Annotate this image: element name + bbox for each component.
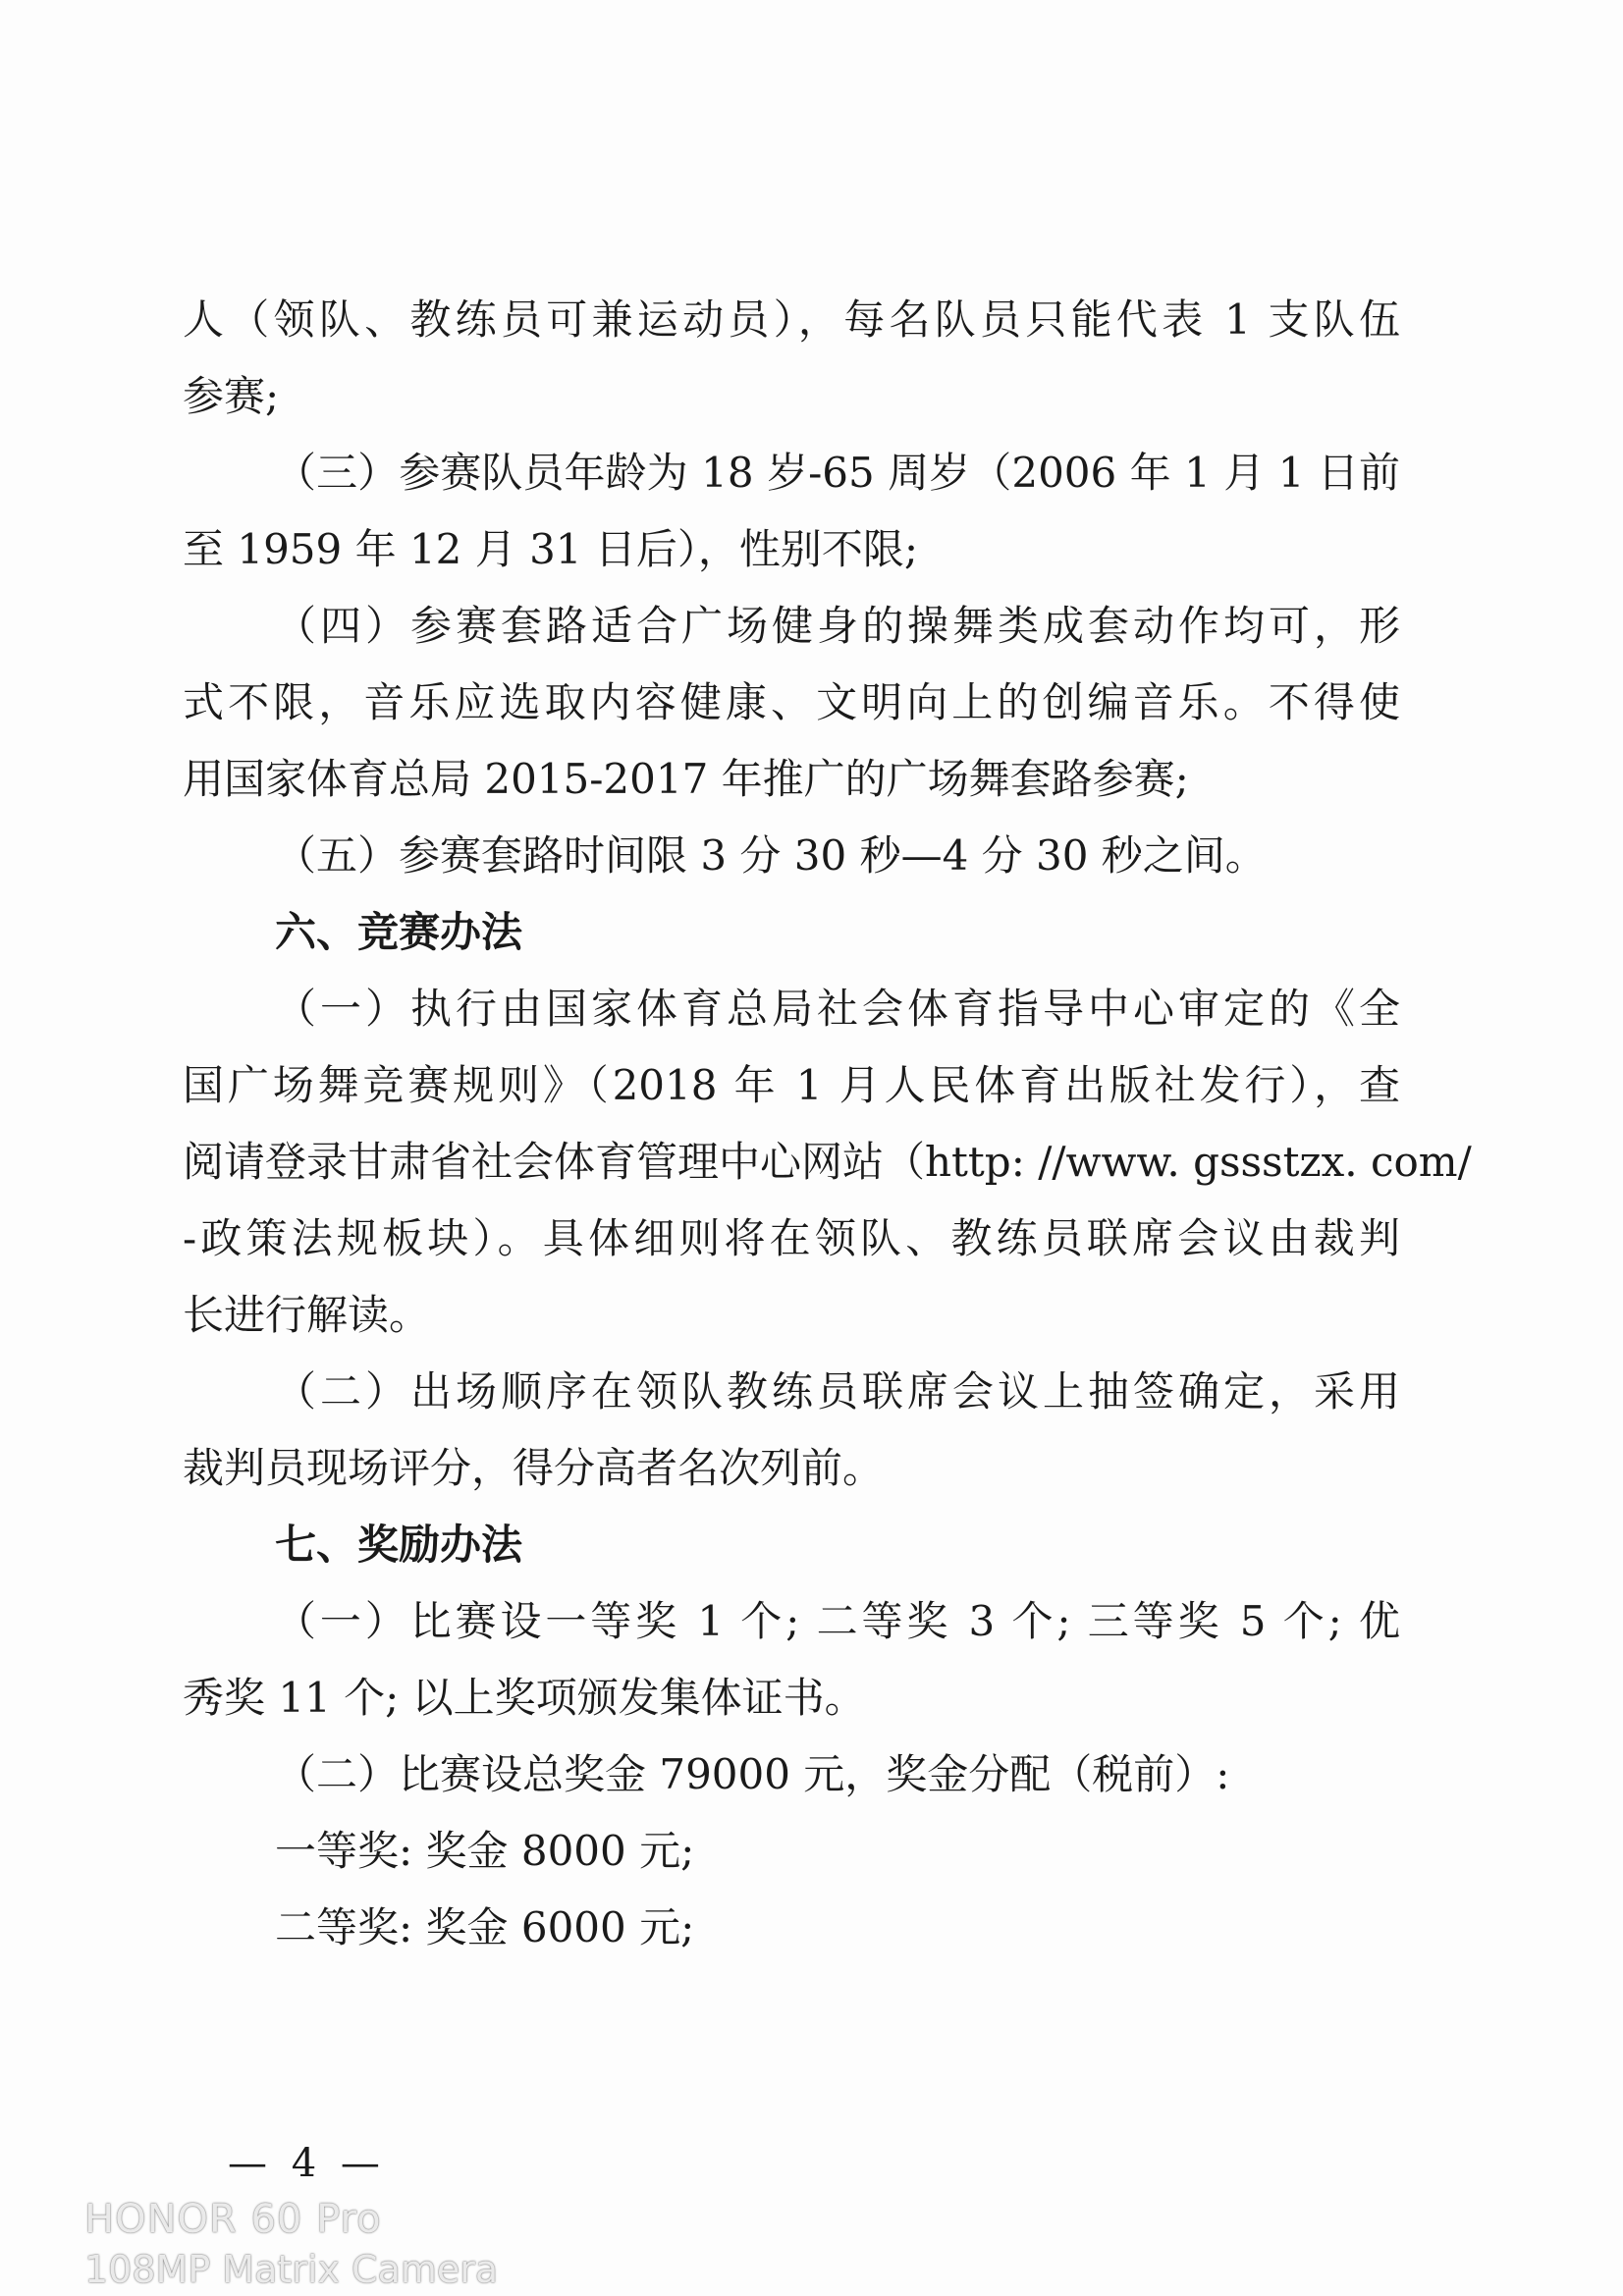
section-heading: 七、奖励办法 xyxy=(275,1521,523,1569)
prize-line: 一等奖: 奖金 8000 元; xyxy=(275,1827,695,1875)
paragraph-line: 用国家体育总局 2015-2017 年推广的广场舞套路参赛; xyxy=(183,755,1189,803)
paragraph-line: 国广场舞竞赛规则》（2018 年 1 月人民体育出版社发行），查 xyxy=(183,1061,1400,1109)
paragraph-line: 人（领队、教练员可兼运动员），每名队员只能代表 1 支队伍 xyxy=(183,295,1400,344)
paragraph-line: （四）参赛套路适合广场健身的操舞类成套动作均可，形 xyxy=(275,602,1400,650)
camera-watermark-model: HONOR 60 Pro xyxy=(84,2197,382,2242)
paragraph-line: （二）出场顺序在领队教练员联席会议上抽签确定，采用 xyxy=(275,1367,1400,1415)
camera-watermark-camera: 108MP Matrix Camera xyxy=(84,2248,499,2291)
paragraph-line: 秀奖 11 个; 以上奖项颁发集体证书。 xyxy=(183,1674,866,1722)
paragraph-line: 长进行解读。 xyxy=(183,1291,431,1339)
paragraph-line: （三）参赛队员年龄为 18 岁-65 周岁（2006 年 1 月 1 日前 xyxy=(275,449,1400,497)
prize-line: 二等奖: 奖金 6000 元; xyxy=(275,1903,695,1951)
paragraph-line: -政策法规板块）。具体细则将在领队、教练员联席会议由裁判 xyxy=(183,1214,1400,1262)
paragraph-line: 式不限，音乐应选取内容健康、文明向上的创编音乐。不得使 xyxy=(183,678,1400,726)
paragraph-line: （五）参赛套路时间限 3 分 30 秒—4 分 30 秒之间。 xyxy=(275,831,1267,880)
paragraph-line: 裁判员现场评分，得分高者名次列前。 xyxy=(183,1444,885,1492)
paragraph-line: （一）执行由国家体育总局社会体育指导中心审定的《全 xyxy=(275,985,1400,1033)
paragraph-line: （二）比赛设总奖金 79000 元，奖金分配（税前）: xyxy=(275,1750,1230,1798)
paragraph-line: （一）比赛设一等奖 1 个; 二等奖 3 个; 三等奖 5 个; 优 xyxy=(275,1597,1400,1645)
paragraph-line: 阅请登录甘肃省社会体育管理中心网站（http: //www. gssstzx. com/ xyxy=(183,1138,1472,1186)
section-heading: 六、竞赛办法 xyxy=(275,908,523,956)
paragraph-line: 至 1959 年 12 月 31 日后），性别不限; xyxy=(183,525,919,573)
page-number: — 4 — xyxy=(228,2141,386,2186)
paragraph-line: 参赛; xyxy=(183,372,280,420)
